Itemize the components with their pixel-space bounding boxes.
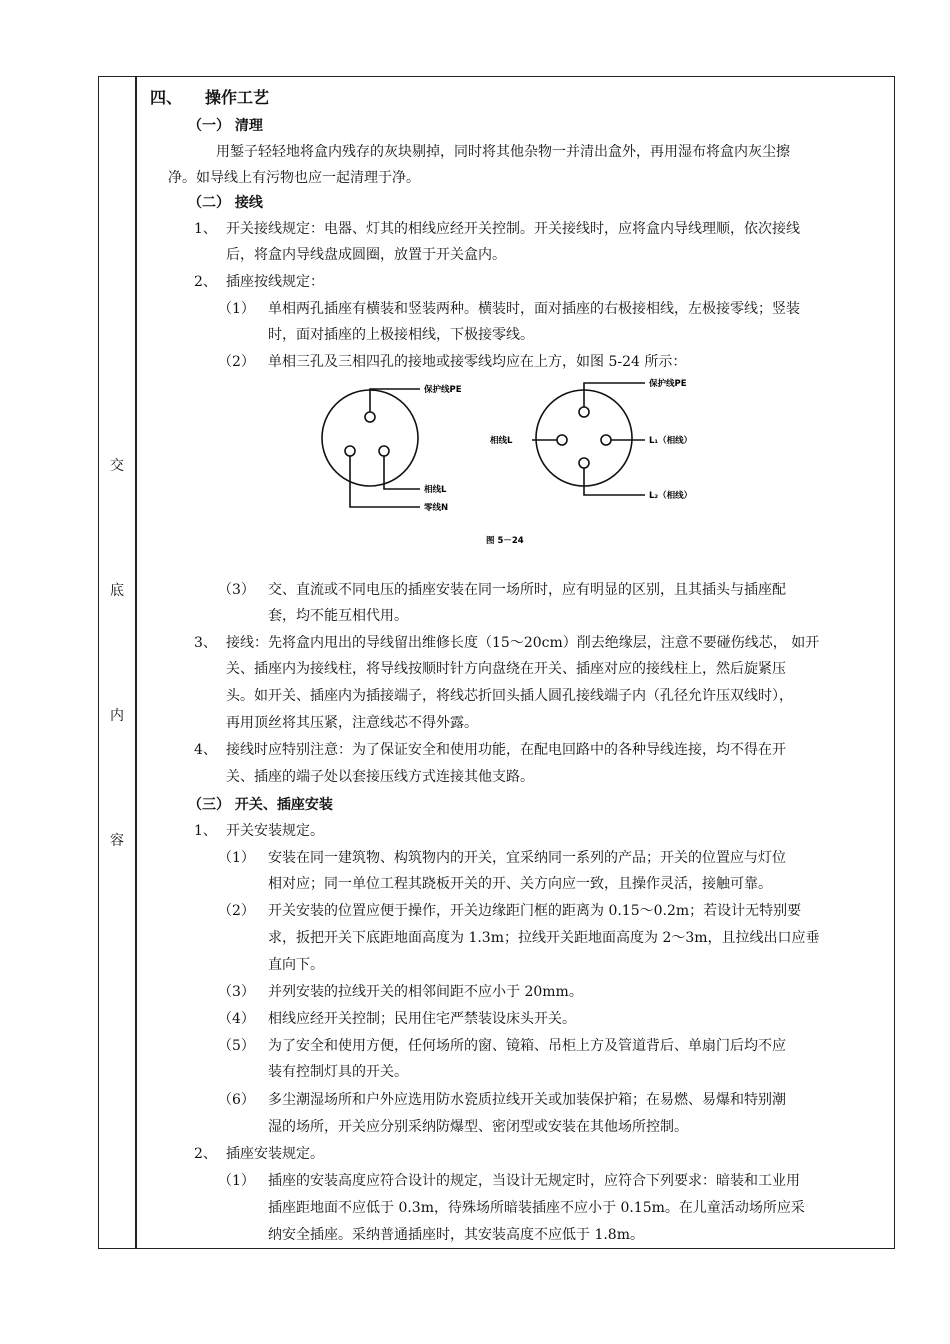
paragraph-line: 插座距地面不应低于 0.3m，待殊场所暗装插座不应小于 0.15m。在儿童活动场所应采	[268, 1200, 805, 1216]
figure-label: 相线L	[490, 436, 513, 446]
paragraph-line: 插座的安装高度应符合设计的规定，当设计无规定时，应符合下列要求：暗装和工业用	[268, 1173, 800, 1189]
paragraph-line: 安装在同一建筑物、构筑物内的开关，宜采纳同一系列的产品；开关的位置应与灯位	[268, 850, 786, 866]
socket-pin-pe	[365, 412, 375, 422]
subitem-number: （2）	[218, 354, 255, 370]
paragraph-line: 开关接线规定：电器、灯其的相线应经开关控制。开关接线时，应将盒内导线理顺，依次接线	[226, 221, 800, 237]
subsection-heading: （一） 清理	[188, 118, 263, 134]
socket-pin-pe	[579, 407, 589, 417]
paragraph-line: 再用顶丝将其压紧，注意线芯不得外露。	[226, 715, 478, 731]
item-number: 2、	[194, 274, 217, 290]
paragraph-line: 多尘潮湿场所和户外应选用防水瓷质拉线开关或加装保护箱；在易燃、易爆和特别潮	[268, 1092, 786, 1108]
side-label-char: 内	[110, 708, 124, 724]
item-number: 1、	[194, 221, 217, 237]
paragraph-line: 时，面对插座的上极接相线，下极接零线。	[268, 327, 534, 343]
socket-pin-l2	[579, 458, 589, 468]
side-label-char: 底	[110, 583, 124, 599]
socket-pin-l1	[601, 435, 611, 445]
figure-label: L₂（相线）	[649, 491, 693, 501]
socket-pin-n	[345, 446, 355, 456]
paragraph-line: 交、直流或不同电压的插座安装在同一场所时，应有明显的区别，且其插头与插座配	[268, 582, 786, 598]
socket-pin-l	[557, 435, 567, 445]
l-lead	[384, 456, 420, 489]
subitem-number: （6）	[218, 1092, 255, 1108]
section-number: 四、	[150, 88, 183, 107]
paragraph-line: 套，均不能互相代用。	[268, 608, 408, 624]
pe-lead	[584, 383, 645, 407]
paragraph-line: 直向下。	[268, 957, 324, 973]
paragraph-line: 开关安装规定。	[226, 823, 324, 839]
subitem-number: （3）	[218, 984, 255, 1000]
paragraph-line: 接线时应特别注意：为了保证安全和使用功能，在配电回路中的各种导线连接，均不得在开	[226, 742, 786, 758]
item-number: 2、	[194, 1146, 217, 1162]
figure-label: 零线N	[424, 503, 449, 513]
subsection-heading: （三） 开关、插座安装	[188, 797, 333, 813]
paragraph-line: 纳安全插座。采纳普通插座时，其安装高度不应低于 1.8m。	[268, 1227, 644, 1243]
paragraph-line: 为了安全和使用方便，任何场所的窗、镜箱、吊柜上方及管道背后、单扇门后均不应	[268, 1038, 786, 1054]
figure-caption: 图 5－24	[486, 536, 524, 546]
socket-pin-l	[379, 446, 389, 456]
pe-lead	[370, 389, 420, 412]
paragraph-line: 接线：先将盒内甩出的导线留出维修长度（15～20cm）削去绝缘层，注意不要碰伤线芯， 如开	[226, 635, 820, 651]
subitem-number: （1）	[218, 301, 255, 317]
subitem-number: （2）	[218, 903, 255, 919]
item-number: 3、	[194, 635, 217, 651]
n-lead	[350, 456, 420, 507]
column-divider	[135, 76, 137, 1249]
paragraph-line: 关、插座内为接线柱，将导线按顺时针方向盘绕在开关、插座对应的接线柱上，然后旋紧压	[226, 661, 786, 677]
paragraph-line: 关、插座的端子处以套接压线方式连接其他支路。	[226, 769, 534, 785]
subitem-number: （3）	[218, 582, 255, 598]
side-label-char: 容	[110, 833, 124, 849]
paragraph-line: 后，将盒内导线盘成圆圈，放置于开关盒内。	[226, 247, 506, 263]
figure-label: 保护线PE	[649, 379, 687, 389]
figure-label: 相线L	[424, 485, 447, 495]
paragraph-line: 插座安装规定。	[226, 1146, 324, 1162]
subitem-number: （1）	[218, 1173, 255, 1189]
subitem-number: （5）	[218, 1038, 255, 1054]
paragraph-line: 并列安装的拉线开关的相邻间距不应小于 20mm。	[268, 984, 583, 1000]
figure-label: 保护线PE	[424, 385, 462, 395]
paragraph-line: 单相两孔插座有横装和竖装两种。横装时，面对插座的右极接相线，左极接零线；竖装	[268, 301, 800, 317]
paragraph-line: 相对应；同一单位工程其跷板开关的开、关方向应一致，且操作灵活，接触可靠。	[268, 876, 772, 892]
figure-label: L₁（相线）	[649, 436, 693, 446]
paragraph-line: 相线应经开关控制；民用住宅严禁装设床头开关。	[268, 1011, 576, 1027]
l2-lead	[584, 468, 645, 495]
paragraph-line: 单相三孔及三相四孔的接地或接零线均应在上方，如图 5-24 所示：	[268, 354, 687, 370]
subsection-heading: （二） 接线	[188, 195, 263, 211]
paragraph-line: 净。如导线上有污物也应一起清理于净。	[168, 170, 420, 186]
paragraph-line: 用錾子轻轻地将盒内残存的灰块剔掉，同时将其他杂物一并清出盒外，再用湿布将盒内灰尘擦	[216, 144, 790, 160]
paragraph-line: 插座按线规定：	[226, 274, 324, 290]
item-number: 1、	[194, 823, 217, 839]
side-label-char: 交	[110, 458, 124, 474]
paragraph-line: 求，扳把开关下底距地面高度为 1.3m；拉线开关距地面高度为 2～3m，且拉线出口应垂	[268, 930, 820, 946]
item-number: 4、	[194, 742, 217, 758]
paragraph-line: 头。如开关、插座内为插接端子，将线芯折回头插人圆孔接线端子内（孔径允许压双线时），	[226, 688, 793, 704]
socket-wiring-figure	[300, 375, 720, 555]
paragraph-line: 湿的场所，开关应分别采纳防爆型、密闭型或安装在其他场所控制。	[268, 1119, 688, 1135]
section-title: 操作工艺	[205, 88, 270, 107]
subitem-number: （4）	[218, 1011, 255, 1027]
paragraph-line: 开关安装的位置应便于操作，开关边缘距门框的距离为 0.15～0.2m；若设计无特别要	[268, 903, 802, 919]
subitem-number: （1）	[218, 850, 255, 866]
paragraph-line: 装有控制灯具的开关。	[268, 1064, 408, 1080]
